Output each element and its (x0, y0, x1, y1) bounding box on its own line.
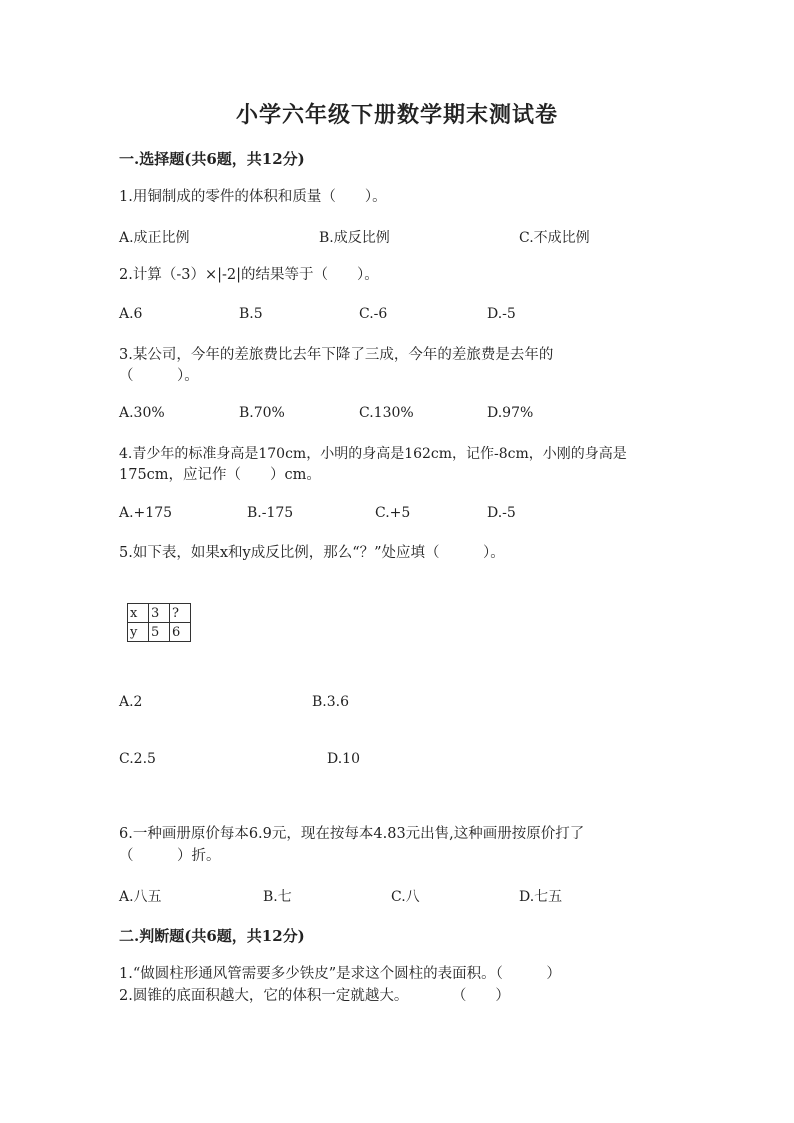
question-4-option-b: B.-175 (247, 505, 294, 521)
question-2-option-a: A.6 (119, 306, 143, 322)
table-cell: 5 (149, 623, 170, 642)
section-heading-choice: 一.选择题(共6题，共12分) (119, 150, 305, 168)
table-cell: x (128, 604, 149, 623)
question-6-option-a: A.八五 (119, 889, 162, 905)
question-3-option-a: A.30% (119, 405, 165, 421)
table-cell: y (128, 623, 149, 642)
question-4-stem-line1: 4.青少年的标准身高是170cm，小明的身高是162cm，记作-8cm，小刚的身高是 (119, 446, 627, 462)
question-5-option-a: A.2 (119, 694, 143, 710)
page-title: 小学六年级下册数学期末测试卷 (235, 102, 558, 128)
question-3-option-d: D.97% (487, 405, 534, 421)
question-3-option-b: B.70% (239, 405, 285, 421)
question-4-stem-line2: 175cm，应记作（ ）cm。 (119, 467, 321, 483)
question-6-option-c: C.八 (391, 889, 420, 905)
judgment-item-1: 1.“做圆柱形通风管需要多少铁皮”是求这个圆柱的表面积。（ ） (119, 966, 561, 982)
question-2-option-d: D.-5 (487, 306, 516, 322)
question-6-option-d: D.七五 (519, 889, 563, 905)
question-3-stem-line2: （ ）。 (119, 368, 199, 384)
question-2-stem: 2.计算（-3）×|-2|的结果等于（ ）。 (119, 267, 379, 283)
table-row (128, 604, 191, 623)
question-1-stem: 1.用铜制成的零件的体积和质量（ ）。 (119, 189, 387, 205)
question-1-option-a: A.成正比例 (119, 230, 190, 246)
question-1-option-b: B.成反比例 (319, 230, 390, 246)
question-6-stem-line2: （ ）折。 (119, 848, 221, 864)
question-5-stem: 5.如下表，如果x和y成反比例，那么“？”处应填（ ）。 (119, 545, 505, 561)
question-4-option-c: C.+5 (375, 505, 411, 521)
question-5-option-d: D.10 (327, 751, 360, 767)
question-6-stem-line1: 6.一种画册原价每本6.9元，现在按每本4.83元出售,这种画册按原价打了 (119, 826, 585, 842)
table-cell: 3 (149, 604, 170, 623)
question-6-option-b: B.七 (263, 889, 292, 905)
question-2-option-c: C.-6 (359, 306, 388, 322)
question-3-option-c: C.130% (359, 405, 414, 421)
question-2-option-b: B.5 (239, 306, 263, 322)
table-cell: 6 (170, 623, 191, 642)
question-5-option-c: C.2.5 (119, 751, 156, 767)
question-4-option-d: D.-5 (487, 505, 516, 521)
table-cell: ? (170, 604, 191, 623)
question-4-option-a: A.+175 (119, 505, 173, 521)
section-heading-judgment: 二.判断题(共6题，共12分) (119, 927, 305, 945)
question-3-stem-line1: 3.某公司，今年的差旅费比去年下降了三成，今年的差旅费是去年的 (119, 347, 554, 363)
judgment-item-2: 2.圆锥的底面积越大，它的体积一定就越大。 （ ） (119, 988, 510, 1004)
question-1-option-c: C.不成比例 (519, 230, 590, 246)
proportion-table (127, 603, 191, 642)
table-row (128, 623, 191, 642)
question-5-option-b: B.3.6 (312, 694, 350, 710)
